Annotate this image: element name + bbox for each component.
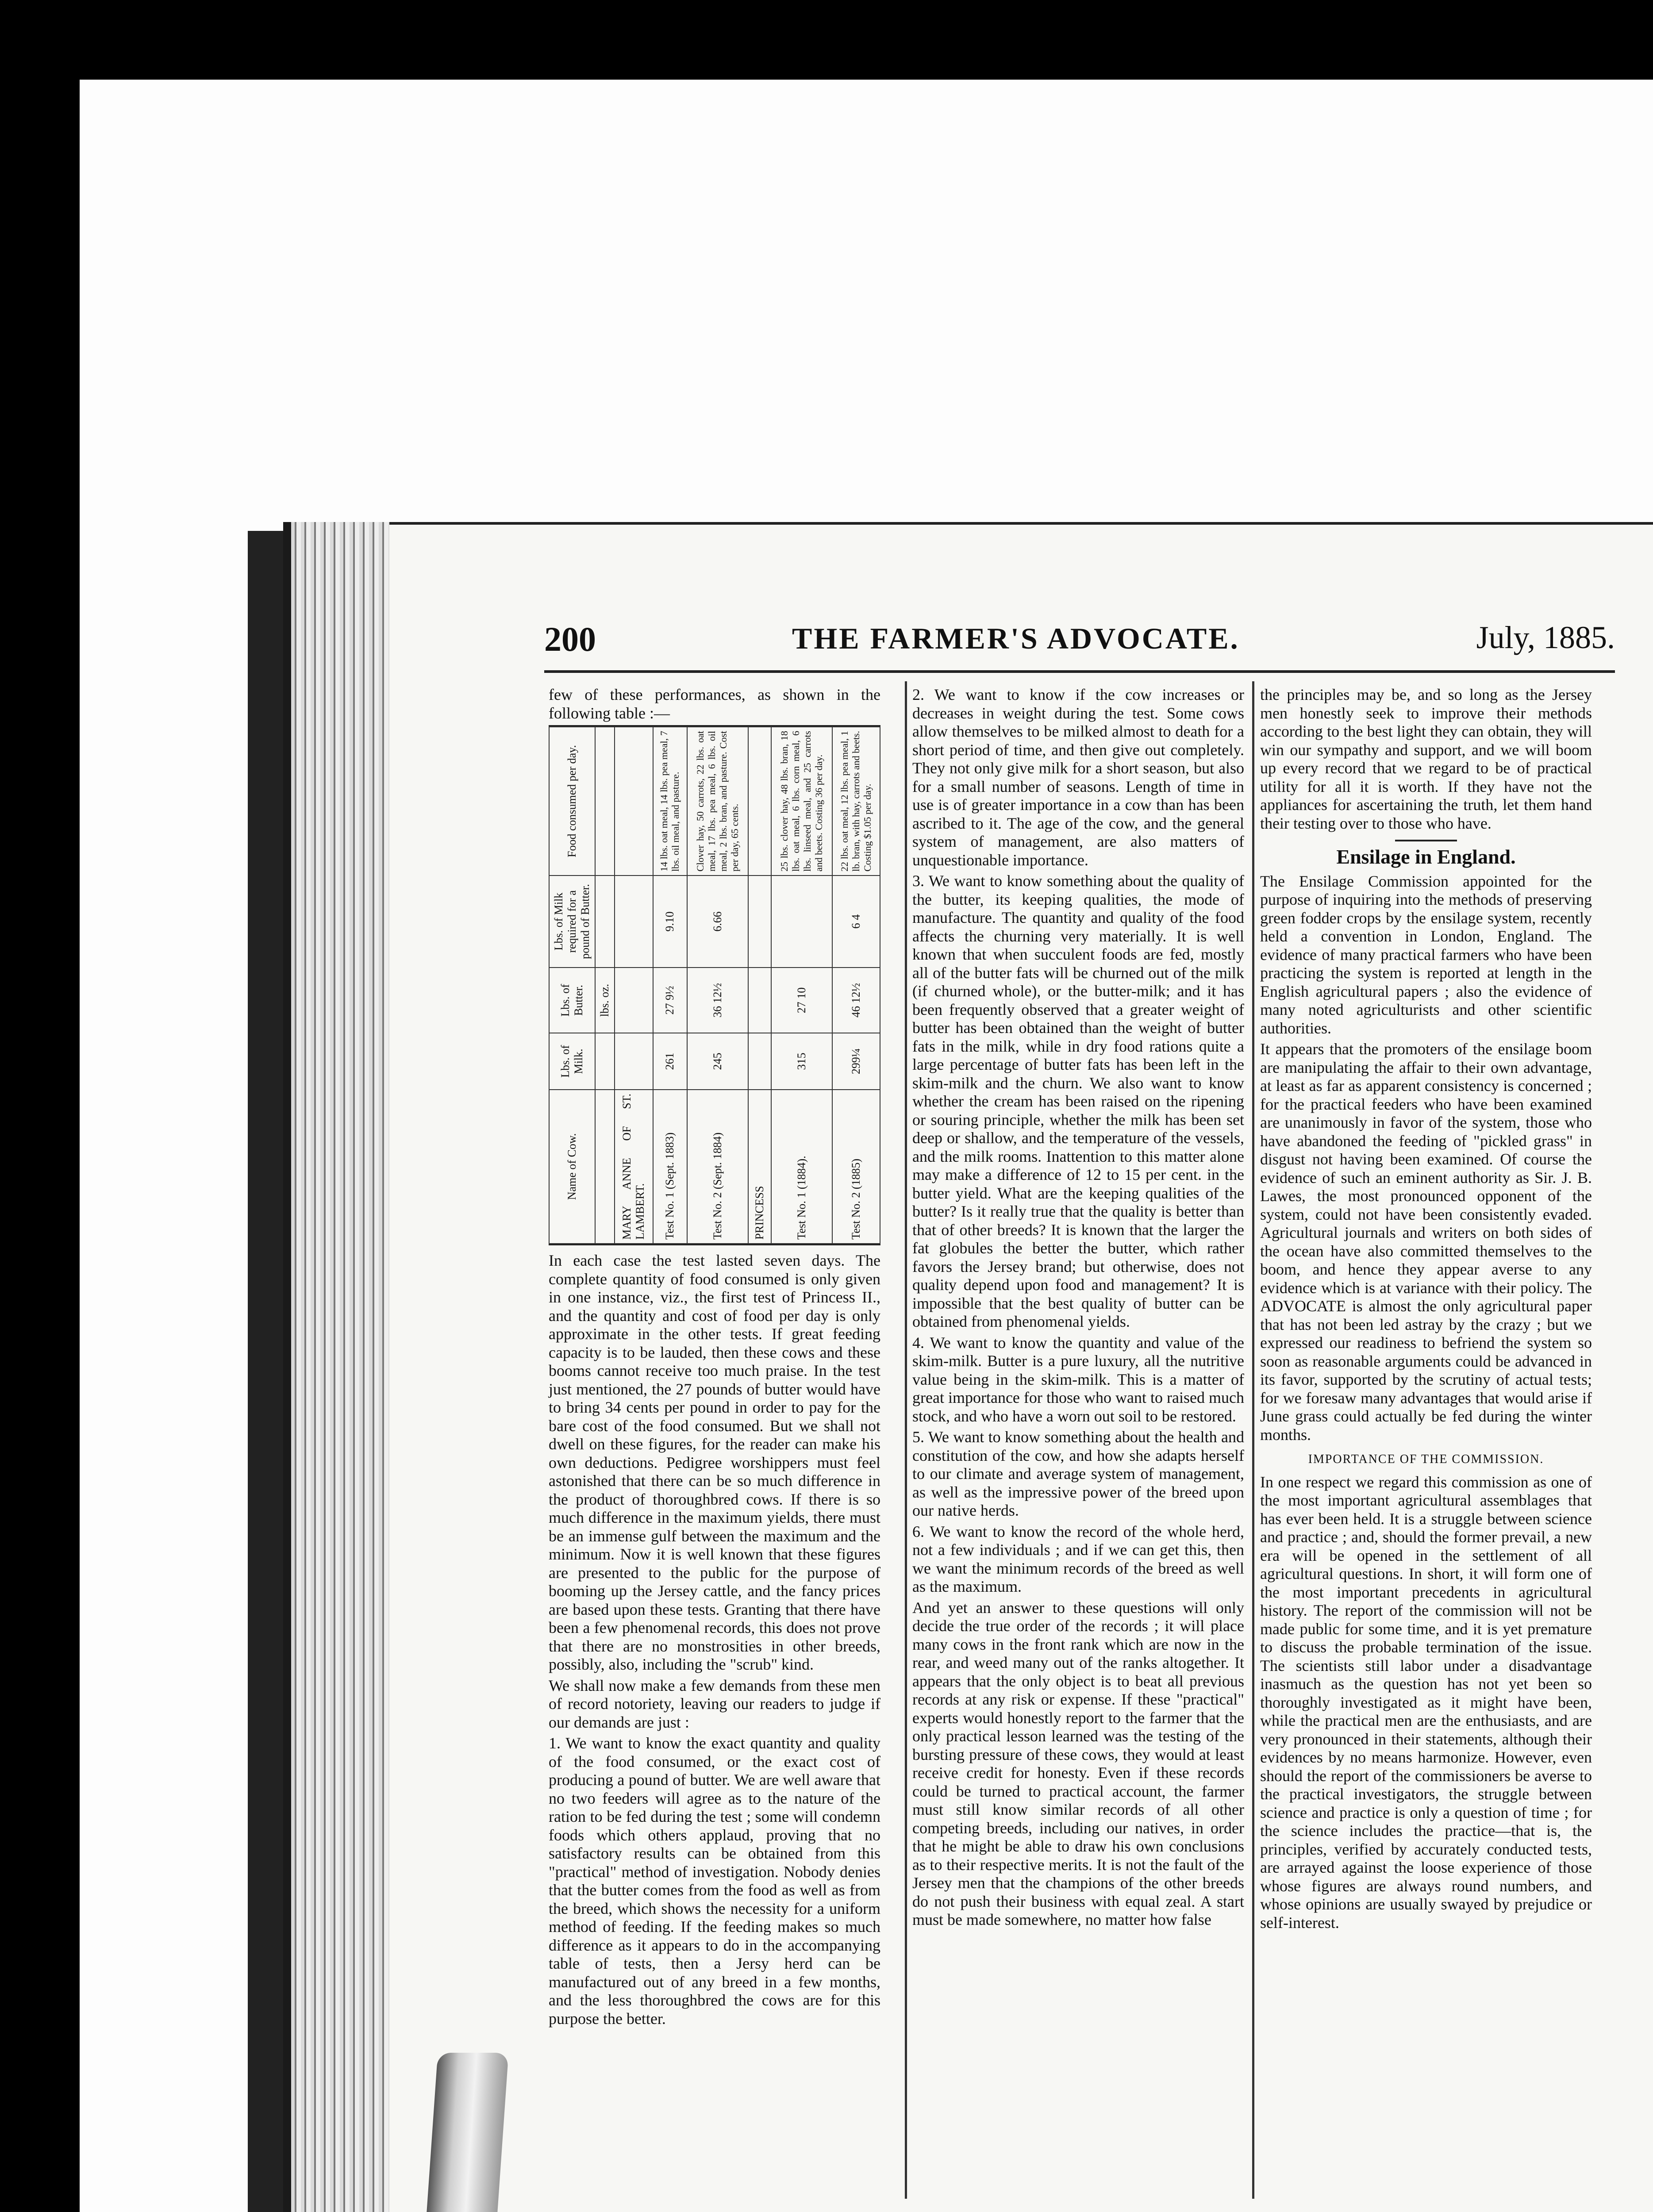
butter-value: 46 12½	[832, 968, 880, 1033]
cow-name: Test No. 1 (1884).	[771, 1090, 832, 1244]
column-divider-2	[1252, 681, 1254, 2199]
table-row	[687, 727, 748, 1244]
header-rule	[544, 670, 1615, 673]
column-divider-1	[905, 681, 907, 2199]
unit-cell	[595, 1090, 615, 1244]
table-row	[832, 727, 880, 1244]
milk-value	[748, 1033, 771, 1090]
milk-value: 315	[771, 1033, 832, 1090]
body-paragraph: 5. We want to know something about the health and constitution of the cow, and how she adapts herself to our climate and average system of management, as well as the impressive power of the breed upon our native herds.	[912, 1428, 1244, 1519]
table-row	[748, 727, 771, 1244]
header-lbs-butter: Lbs. of Butter.	[549, 968, 595, 1033]
book-binding	[248, 531, 283, 2212]
column-2	[912, 686, 1244, 1932]
ratio-value	[771, 876, 832, 968]
header-lbs-milk: Lbs. of Milk.	[549, 1033, 595, 1090]
body-paragraph: In one respect we regard this commission as one of the most important agricultural assemblages that has ever been held. It is a struggle between science and practice ; and, should the former prevail, a new era will be opened in the settlement of all agricultural questions. In short, it will form one of the most important precedents in agricultural history. The report of the commission will not be made public for some time, and it is yet premature to discuss the probable termination of the issue. The scientists still labor under a disadvantage inasmuch as the question has not yet been so thoroughly investigated as it might have been, while the practical men are the enthusiasts, and are very pronounced in their statements, although their evidences by no means harmonize. However, even should the report of the commissioners be averse to the practical investigators, the struggle between science and practice is only a question of time ; for the science includes the practice—that is, the principles, verified by accurately conducted tests, are arrayed against the loose experience of those whose figures are always round numbers, and whose opinions are usually swayed by prejudice or self-interest.	[1260, 1473, 1592, 1932]
section-subheading: IMPORTANCE OF THE COMMISSION.	[1308, 1452, 1544, 1466]
unit-cell	[595, 1033, 615, 1090]
column-1	[549, 686, 880, 2031]
body-paragraph: And yet an answer to these questions will only decide the true order of the records ; it will place many cows in the front rank which are now in the rear, and weed many out of the ranks altogether. It appears that the only object is to beat all previous records at any risk or expense. If these "practical" experts would honestly report to the farmer that the only practical lesson learned was the testing of the bursting pressure of these cows, they would at least receive credit for honesty. Even if these records could be turned to practical account, the farmer must still know similar records of all other competing breeds, including our natives, in order that he might be able to draw his own conclusions as to their respective merits. It is not the fault of the Jersey men that the champions of the other breeds do not push their business with equal zeal. A start must be made somewhere, no matter how false	[912, 1598, 1244, 1928]
butter-value: 27 9½	[653, 968, 687, 1033]
page-number: 200	[544, 620, 596, 658]
cow-name: Test No. 1 (Sept. 1883)	[653, 1090, 687, 1244]
page-header	[544, 619, 1615, 668]
food-value: 14 lbs. oat meal, 14 lbs. pea meal, 7 lbs. oil meal, and pasture.	[653, 727, 687, 876]
body-paragraph: 1. We want to know the exact quantity and quality of the food consumed, or the exact cost of producing a pound of butter. We are well aware that no two feeders will agree as to the nature of the ration to be fed during the test ; some will condemn foods which others applaud, proving that no satisfactory results can be obtained from this "practical" method of investigation. Nobody denies that the butter comes from the food as well as from the breed, which shows the necessity for a uniform method of feeding. If the feeding makes so much difference as it appears to do in the accompanying table of tests, then a Jersy herd can be manufactured out of any breed in a few months, and the less thoroughbred the cows are for this purpose the better.	[549, 1734, 880, 2028]
food-value: 25 lbs. clover hay, 48 lbs. bran, 18 lbs. oat meal, 6 lbs. corn meal, 6 lbs. linseed meal, and 25 carrots and beets. Costing 36 per day.	[771, 727, 832, 876]
ratio-value: 6.66	[687, 876, 748, 968]
body-paragraph: It appears that the promoters of the ensilage boom are manipulating the affair to their own advantage, at least as far as apparent consistency is concerned ; for the practical feeders who have been examined are unanimously in favor of the system, those who have abandoned the feeding of "pickled grass" in disgust not having been examined. Of course the evidence of such an eminent authority as Sir. J. B. Lawes, the most pronounced opponent of the system, could not have been consistently evaded. Agricultural journals and writers on both sides of the ocean have also committed themselves to the boom, and hence they appear averse to any evidence which is at variance with their policy. The ADVOCATE is almost the only agricultural paper that has not been led astray by the crazy ; but we expressed our readiness to befriend the system so soon as reasonable arguments could be advanced in its favor, supported by the scrutiny of actual tests; for we foresaw many advantages that would arise if June grass could actually be fed during the winter months.	[1260, 1040, 1592, 1444]
table-intro: few of these performances, as shown in the following table :—	[549, 686, 880, 722]
food-value: Clover hay, 50 carrots, 22 lbs. oat meal, 17 lbs. pea meal, 6 lbs. oil meal, 2 lbs. bran, and pasture. Cost per day, 65 cents.	[687, 727, 748, 876]
cow-name: MARY ANNE OF ST. LAMBERT.	[615, 1090, 653, 1244]
unit-cell: lbs. oz.	[595, 968, 615, 1033]
body-paragraph: The Ensilage Commission appointed for the purpose of inquiring into the methods of preserving green fodder crops by the ensilage system, recently held a convention in London, England. The evidence of many practical farmers who have been practicing the system is reported at length in the English agricultural papers ; also the evidence of many noted agriculturists and other scientific authorities.	[1260, 872, 1592, 1037]
table-row	[615, 727, 653, 1244]
issue-date: July, 1885.	[1476, 620, 1615, 655]
cow-name: PRINCESS	[748, 1090, 771, 1244]
body-paragraph: 2. We want to know if the cow increases or decreases in weight during the test. Some cows allow themselves to be milked almost to death for a short period of time, and then give out completely. They not only give milk for a short season, but also for a small number of seasons. Length of time in use is of greater importance in a cow than has been ascribed to it. The age of the cow, and the general system of management, are also matters of unquestionable importance.	[912, 686, 1244, 869]
body-paragraph: In each case the test lasted seven days. The complete quantity of food consumed is only given in one instance, viz., the first test of Princess II., and the quantity and cost of food per day is only approximate in the other tests. If great feeding capacity is to be lauded, then these cows and these booms cannot receive too much praise. In the test just mentioned, the 27 pounds of butter would have to bring 34 cents per pound in order to pay for the bare cost of the food consumed. But we shall not dwell on these figures, for the reader can make his own deductions. Pedigree worshippers must feel astonished that there can be so much difference in the product of thoroughbred cows. If there is so much difference in the maximum yields, there must be an immense gulf between the maximum and the minimum. Now it is well known that these figures are presented to the public for the purpose of booming up the Jersey cattle, and the fancy prices are based upon these tests. Granting that there have been a few phenomenal records, this does not prove that there are no monstrosities in other breeds, possibly, also, including the "scrub" kind.	[549, 1252, 880, 1673]
section-rule	[1395, 840, 1457, 841]
performance-table	[549, 726, 880, 1244]
table-header-row	[549, 727, 595, 1244]
book-page-edges	[283, 522, 397, 2212]
column-3	[1260, 686, 1592, 1935]
milk-value	[615, 1033, 653, 1090]
milk-value: 261	[653, 1033, 687, 1090]
butter-value: 27 10	[771, 968, 832, 1033]
body-paragraph: 3. We want to know something about the quality of the butter, its keeping qualities, the mode of manufacture. The quantity and quality of the food affects the churning very materially. It is well known that when succulent foods are fed, mostly all of the butter fats will be churned out of the milk (if churned whole), or the butter-milk; and it has been frequently observed that a greater weight of butter has been obtained than the weight of butter fats in the milk, while in dry food rations quite a large percentage of butter fats has been left in the skim-milk and the churn. We also want to know whether the cream has been raised on the ripening or souring principle, whether the milk has been set deep or shallow, and the temperature of the vessels, and the milk rooms. Inattention to this matter alone may make a difference of 12 to 15 per cent. in the butter yield. What are the keeping qualities of the butter? Is it really true that the quality is better than that of other breeds? It is known that the larger the fat globules the better the butter, which rather favors the Jersey brand; but otherwise, does not quality depend upon food and management? It is impossible that the best quality of butter can be obtained from phenomenal yields.	[912, 872, 1244, 1330]
header-name-of-cow: Name of Cow.	[549, 1090, 595, 1244]
ratio-value	[748, 876, 771, 968]
table-row	[771, 727, 832, 1244]
unit-cell	[595, 876, 615, 968]
cow-name: Test No. 2 (Sept. 1884)	[687, 1090, 748, 1244]
butter-value	[748, 968, 771, 1033]
header-milk-per-butter: Lbs. of Milk required for a pound of Butter.	[549, 876, 595, 968]
food-value	[748, 727, 771, 876]
cow-name: Test No. 2 (1885)	[832, 1090, 880, 1244]
unit-cell	[595, 727, 615, 876]
body-paragraph: 6. We want to know the record of the whole herd, not a few individuals ; and if we can get this, then we want the minimum records of the breed as well as the maximum.	[912, 1522, 1244, 1595]
body-paragraph: the principles may be, and so long as the Jersey men honestly seek to improve their methods according to the best light they can obtain, they will win our sympathy and support, and we will boom up every record that we regard to be of practical utility for all it is worth. If they have not the appliances for ascertaining the truth, let them hand their testing over to those who have.	[1260, 686, 1592, 832]
table-units-row	[595, 727, 615, 1244]
body-paragraph: 4. We want to know the quantity and value of the skim-milk. Butter is a pure luxury, all the nutritive value being in the skim-milk. This is a matter of great importance for those who want to raised much stock, and who have a worn out soil to be restored.	[912, 1333, 1244, 1425]
butter-value: 36 12½	[687, 968, 748, 1033]
ratio-value: 9.10	[653, 876, 687, 968]
food-value: 22 lbs. oat meal, 12 lbs. pea meal, 1 lb. bran, with hay, carrots and beets. Costing $1.05 per day.	[832, 727, 880, 876]
article-heading: Ensilage in England.	[1336, 845, 1516, 868]
butter-value	[615, 968, 653, 1033]
food-value	[615, 727, 653, 876]
body-paragraph: We shall now make a few demands from these men of record notoriety, leaving our readers to judge if our demands are just :	[549, 1676, 880, 1731]
ratio-value: 6 4	[832, 876, 880, 968]
ratio-value	[615, 876, 653, 968]
milk-value: 245	[687, 1033, 748, 1090]
performance-table-wrapper	[549, 725, 880, 1245]
header-food-consumed: Food consumed per day.	[549, 727, 595, 876]
publication-title: THE FARMER'S ADVOCATE.	[792, 622, 1240, 655]
milk-value: 299¼	[832, 1033, 880, 1090]
table-row	[653, 727, 687, 1244]
